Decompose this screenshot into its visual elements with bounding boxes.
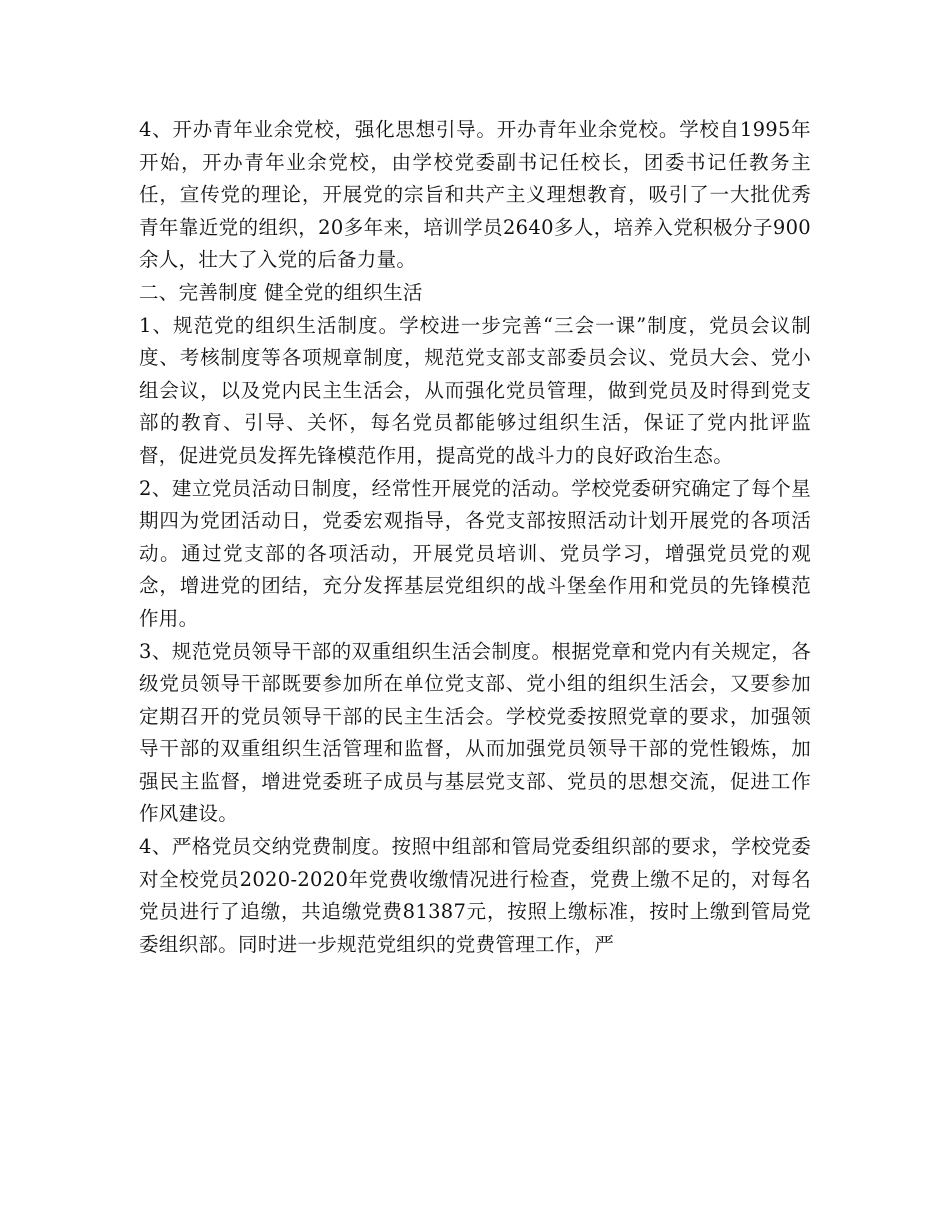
paragraph-organization-life: 1、规范党的组织生活制度。学校进一步完善“三会一课”制度，党员会议制度、考核制度等各项规章制度，规范党支部支部委员会议、党员大会、党小组会议，以及党内民主生活会，从而强化党员管理，做到党员及时得到党支部的教育、引导、关怀，每名党员都能够过组织生活，保证了党内批评监督，促进党员发挥先锋模范作用，提高党的战斗力的良好政治生态。 xyxy=(139,313,811,467)
paragraph-activity-day: 2、建立党员活动日制度，经常性开展党的活动。学校党委研究确定了每个星期四为党团活动日，党委宏观指导，各党支部按照活动计划开展党的各项活动。通过党支部的各项活动，开展党员培训、党员学习，增强党员党的观念，增进党的团结，充分发挥基层党组织的战斗堡垒作用和党员的先锋模范作用。 xyxy=(139,476,811,630)
section-heading-two: 二、完善制度 健全党的组织生活 xyxy=(139,280,423,304)
paragraph-party-school: 4、开办青年业余党校，强化思想引导。开办青年业余党校。学校自1995年开始，开办青年业余党校，由学校党委副书记任校长，团委书记任教务主任，宣传党的理论，开展党的宗旨和共产主义理想教育，吸引了一大批优秀青年靠近党的组织，20多年来，培训学员2640多人，培养入党积极分子900余人，壮大了入党的后备力量。 xyxy=(139,118,811,272)
paragraph-party-dues: 4、严格党员交纳党费制度。按照中组部和管局党委组织部的要求，学校党委对全校党员2020-2020年党费收缴情况进行检查，党费上缴不足的，对每名党员进行了追缴，共追缴党费81387元，按照上缴标准，按时上缴到管局党委组织部。同时进一步规范党组织的党费管理工作，严 xyxy=(139,835,811,956)
paragraph-dual-organization-life: 3、规范党员领导干部的双重组织生活会制度。根据党章和党内有关规定，各级党员领导干部既要参加所在单位党支部、党小组的组织生活会，又要参加定期召开的党员领导干部的民主生活会。学校党委按照党章的要求，加强领导干部的双重组织生活管理和监督，从而加强党员领导干部的党性锻炼，加强民主监督，增进党委班子成员与基层党支部、党员的思想交流，促进工作作风建设。 xyxy=(139,639,811,826)
